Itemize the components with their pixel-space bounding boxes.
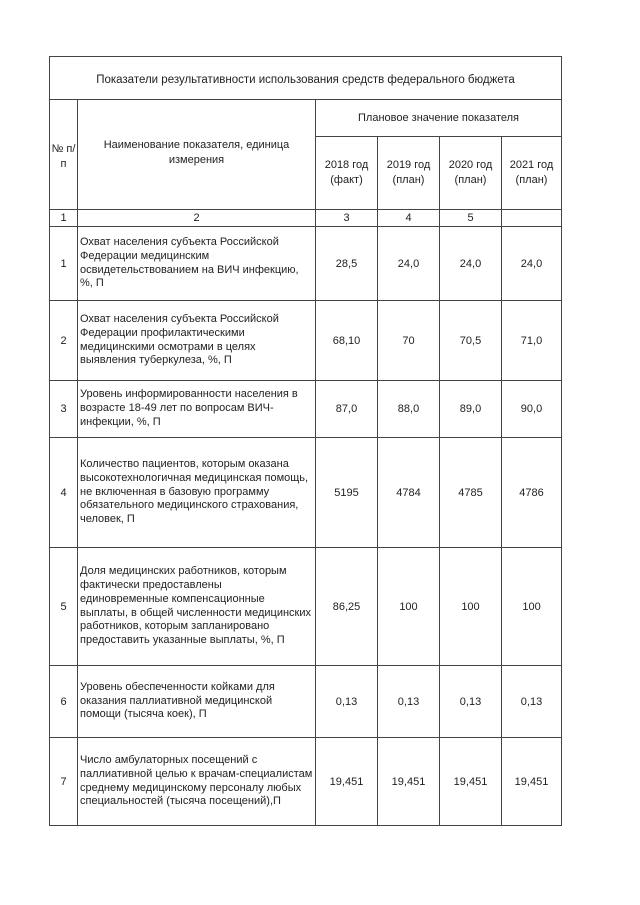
value-2019: 24,0	[378, 227, 440, 301]
value-2021: 0,13	[502, 666, 562, 738]
header-year-2020: 2020 год (план)	[440, 137, 502, 210]
indicator-name: Число амбулаторных посещений с паллиативной целью к врачам-специалистам среднему медицинскому персоналу любых специальностей (тысяча посещений),П	[78, 738, 316, 826]
row-number: 6	[50, 666, 78, 738]
table-row	[50, 666, 562, 738]
row-number: 4	[50, 438, 78, 548]
column-index	[502, 210, 562, 227]
column-index: 2	[78, 210, 316, 227]
table-row	[50, 381, 562, 438]
value-2020: 4785	[440, 438, 502, 548]
value-2019: 70	[378, 301, 440, 381]
column-index: 1	[50, 210, 78, 227]
column-index-row	[50, 210, 562, 227]
value-2019: 19,451	[378, 738, 440, 826]
header-name: Наименование показателя, единица измерения	[78, 100, 316, 210]
value-2018: 5195	[316, 438, 378, 548]
row-number: 2	[50, 301, 78, 381]
value-2019: 0,13	[378, 666, 440, 738]
indicator-name: Охват населения субъекта Российской Федерации медицинским освидетельствованием на ВИЧ инфекцию, %, П	[78, 227, 316, 301]
table-title: Показатели результативности использования средств федерального бюджета	[50, 57, 562, 100]
row-number: 3	[50, 381, 78, 438]
value-2021: 19,451	[502, 738, 562, 826]
value-2018: 28,5	[316, 227, 378, 301]
column-index: 5	[440, 210, 502, 227]
column-index: 4	[378, 210, 440, 227]
table-row	[50, 227, 562, 301]
value-2019: 4784	[378, 438, 440, 548]
table-row	[50, 438, 562, 548]
indicator-name: Количество пациентов, которым оказана высокотехнологичная медицинская помощь, не включенная в базовую программу обязательного медицинского страхования, человек, П	[78, 438, 316, 548]
table-row	[50, 738, 562, 826]
value-2018: 68,10	[316, 301, 378, 381]
header-year-2019: 2019 год (план)	[378, 137, 440, 210]
value-2018: 87,0	[316, 381, 378, 438]
value-2020: 19,451	[440, 738, 502, 826]
header-number: № п/п	[50, 100, 78, 210]
row-number: 5	[50, 548, 78, 666]
value-2021: 24,0	[502, 227, 562, 301]
value-2021: 100	[502, 548, 562, 666]
value-2019: 100	[378, 548, 440, 666]
indicator-name: Уровень информированности населения в возрасте 18-49 лет по вопросам ВИЧ-инфекции, %, П	[78, 381, 316, 438]
table-row	[50, 548, 562, 666]
value-2018: 86,25	[316, 548, 378, 666]
row-number: 7	[50, 738, 78, 826]
indicator-name: Доля медицинских работников, которым фактически предоставлены единовременные компенсационные выплаты, в общей численности медицинских работников, которым запланировано предоставить указанные выплаты, %, П	[78, 548, 316, 666]
value-2018: 19,451	[316, 738, 378, 826]
indicator-name: Охват населения субъекта Российской Федерации профилактическими медицинскими осмотрами в целях выявления туберкулеза, %, П	[78, 301, 316, 381]
row-number: 1	[50, 227, 78, 301]
indicator-name: Уровень обеспеченности койками для оказания паллиативной медицинской помощи (тысяча коек), П	[78, 666, 316, 738]
value-2021: 4786	[502, 438, 562, 548]
value-2020: 70,5	[440, 301, 502, 381]
header-year-2018: 2018 год (факт)	[316, 137, 378, 210]
header-year-2021: 2021 год (план)	[502, 137, 562, 210]
indicators-table	[49, 56, 562, 826]
header-plan: Плановое значение показателя	[316, 100, 562, 137]
value-2020: 100	[440, 548, 502, 666]
value-2021: 71,0	[502, 301, 562, 381]
value-2020: 89,0	[440, 381, 502, 438]
value-2021: 90,0	[502, 381, 562, 438]
value-2020: 24,0	[440, 227, 502, 301]
value-2019: 88,0	[378, 381, 440, 438]
table-row	[50, 301, 562, 381]
value-2020: 0,13	[440, 666, 502, 738]
column-index: 3	[316, 210, 378, 227]
value-2018: 0,13	[316, 666, 378, 738]
